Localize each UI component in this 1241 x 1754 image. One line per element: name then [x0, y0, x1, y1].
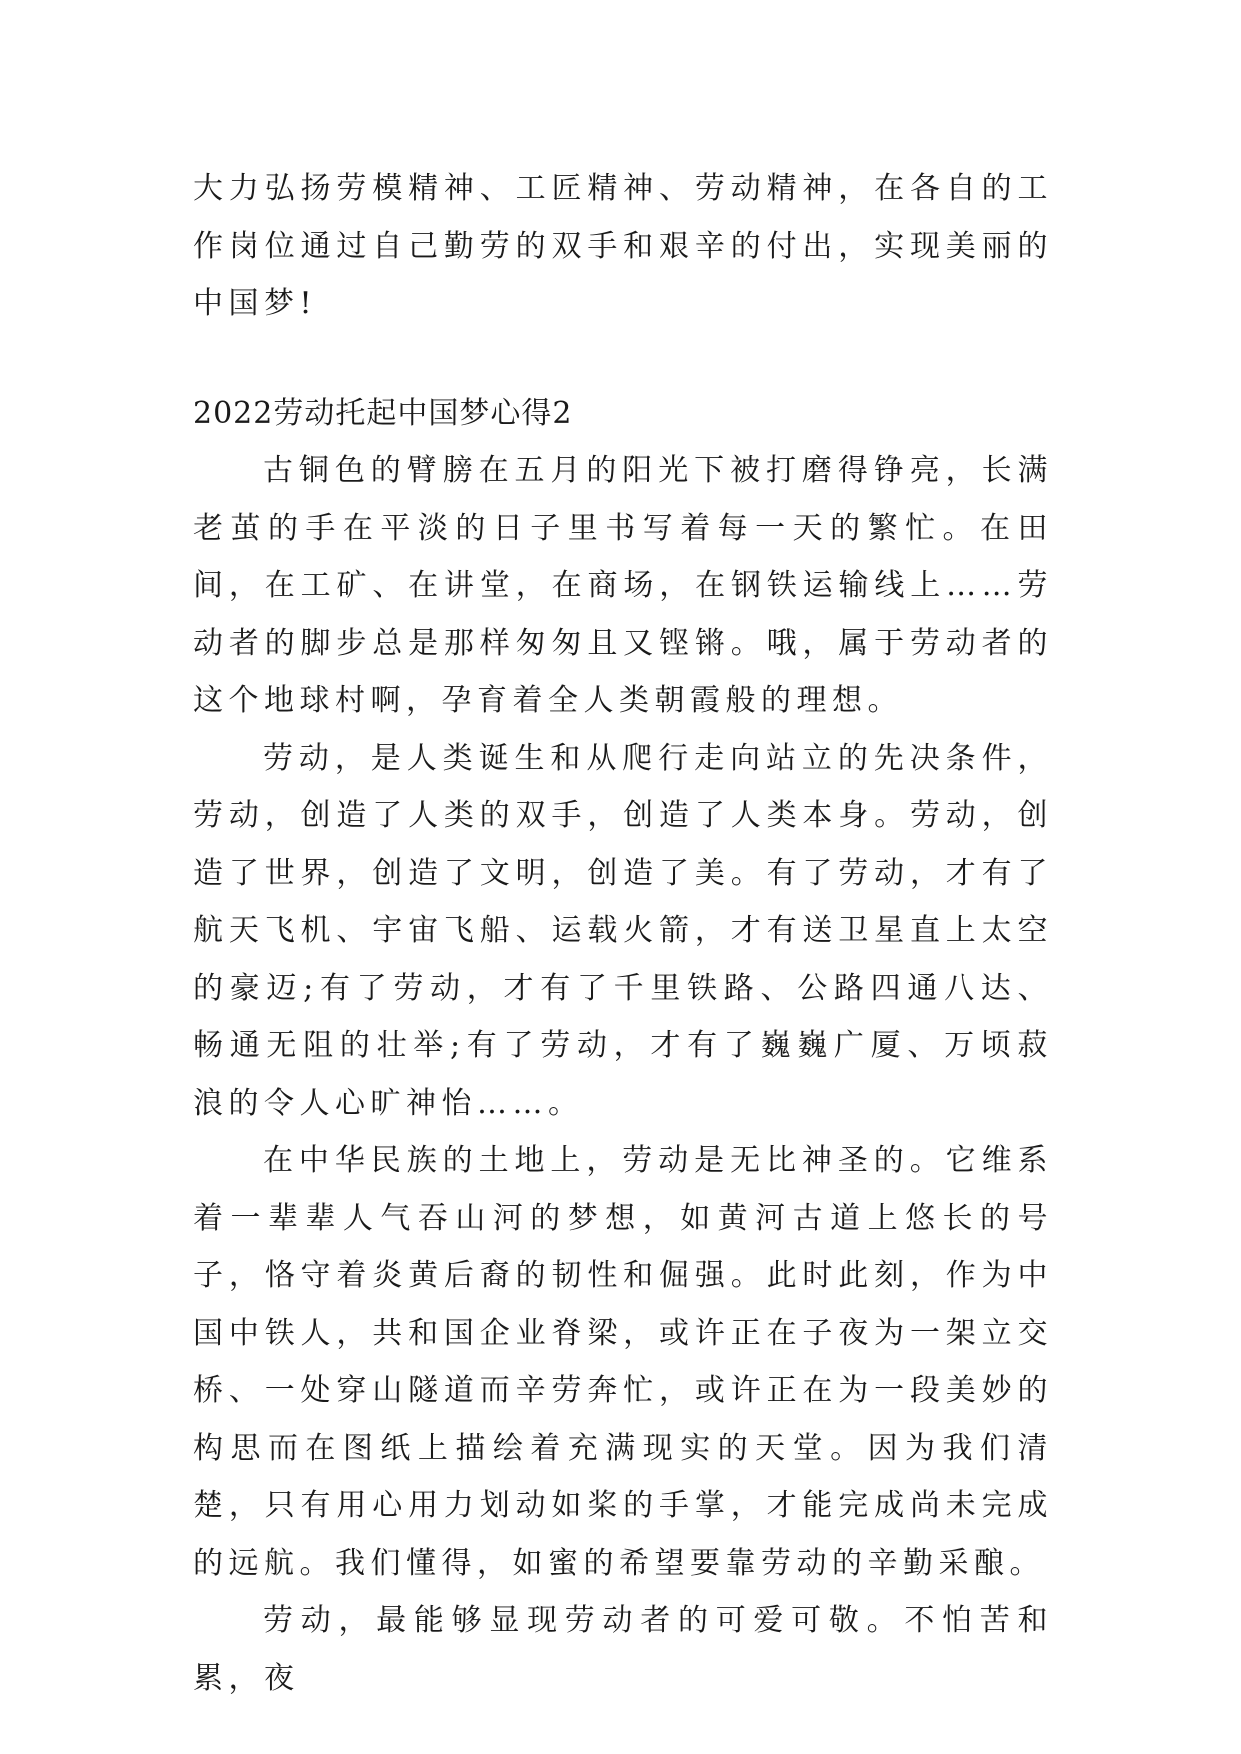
document-body [193, 160, 1053, 1707]
section-title: 2022劳动托起中国梦心得2 [193, 395, 573, 431]
body-paragraph: 劳动，是人类诞生和从爬行走向站立的先决条件，劳动，创造了人类的双手，创造了人类本身。劳动，创造了世界，创造了文明，创造了美。有了劳动，才有了航天飞机、宇宙飞船、运载火箭，才有送卫星直上太空的豪迈;有了劳动，才有了千里铁路、公路四通八达、畅通无阻的壮举;有了劳动，才有了巍巍广厦、万顷菽浪的令人心旷神怡……。 [193, 740, 1053, 1121]
lead-paragraph: 大力弘扬劳模精神、工匠精神、劳动精神，在各自的工作岗位通过自己勤劳的双手和艰辛的付出，实现美丽的中国梦! [193, 171, 1053, 321]
body-paragraph: 在中华民族的土地上，劳动是无比神圣的。它维系着一辈辈人气吞山河的梦想，如黄河古道上悠长的号子，恪守着炎黄后裔的韧性和倔强。此时此刻，作为中国中铁人，共和国企业脊梁，或许正在子夜为一架立交桥、一处穿山隧道而辛劳奔忙，或许正在为一段美妙的构思而在图纸上描绘着充满现实的天堂。因为我们清楚，只有用心用力划动如桨的手掌，才能完成尚未完成的远航。我们懂得，如蜜的希望要靠劳动的辛勤采酿。 [193, 1143, 1053, 1581]
body-paragraph: 劳动，最能够显现劳动者的可爱可敬。不怕苦和累，夜 [193, 1603, 1053, 1696]
body-paragraph: 古铜色的臂膀在五月的阳光下被打磨得铮亮，长满老茧的手在平淡的日子里书写着每一天的繁忙。在田间，在工矿、在讲堂，在商场，在钢铁运输线上……劳动者的脚步总是那样匆匆且又铿锵。哦，属于劳动者的这个地球村啊，孕育着全人类朝霞般的理想。 [193, 453, 1053, 718]
